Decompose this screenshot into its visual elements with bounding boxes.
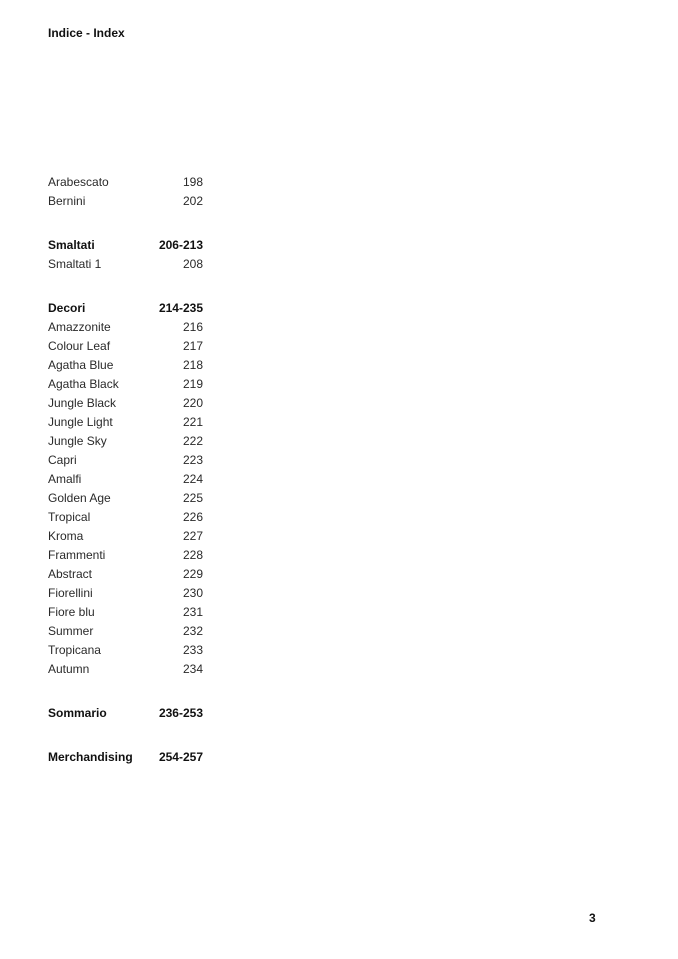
entry-page: 224 — [182, 472, 203, 486]
index-entry — [48, 565, 203, 584]
index-section — [48, 236, 203, 274]
entry-page: 217 — [182, 339, 203, 353]
index-entry — [48, 584, 203, 603]
entry-label: Frammenti — [48, 548, 106, 562]
entry-label: Arabescato — [48, 175, 109, 189]
page-title: Indice - Index — [48, 26, 125, 40]
entry-label: Smaltati 1 — [48, 257, 102, 271]
entry-page: 226 — [182, 510, 203, 524]
index-entry — [48, 375, 203, 394]
entry-page: 228 — [182, 548, 203, 562]
section-heading-label: Smaltati — [48, 238, 95, 252]
section-heading — [48, 236, 203, 255]
entry-page: 222 — [182, 434, 203, 448]
entry-page: 234 — [182, 662, 203, 676]
entry-label: Abstract — [48, 567, 93, 581]
page-number: 3 — [589, 911, 596, 925]
entry-label: Amalfi — [48, 472, 82, 486]
entry-page: 233 — [182, 643, 203, 657]
index-list — [48, 173, 203, 792]
index-entry — [48, 413, 203, 432]
entry-page: 225 — [182, 491, 203, 505]
index-section — [48, 173, 203, 211]
section-heading-label: Sommario — [48, 706, 107, 720]
entry-page: 232 — [182, 624, 203, 638]
entry-page: 221 — [182, 415, 203, 429]
index-entry — [48, 192, 203, 211]
section-heading — [48, 704, 203, 723]
entry-page: 202 — [182, 194, 203, 208]
entry-page: 227 — [182, 529, 203, 543]
entry-page: 230 — [182, 586, 203, 600]
index-entry — [48, 641, 203, 660]
entry-label: Autumn — [48, 662, 90, 676]
entry-page: 223 — [182, 453, 203, 467]
index-entry — [48, 173, 203, 192]
entry-label: Tropicana — [48, 643, 101, 657]
section-page-range: 254-257 — [158, 750, 203, 764]
index-section — [48, 704, 203, 723]
index-entry — [48, 546, 203, 565]
entry-label: Jungle Sky — [48, 434, 107, 448]
entry-label: Jungle Black — [48, 396, 117, 410]
section-heading-label: Decori — [48, 301, 86, 315]
entry-label: Jungle Light — [48, 415, 113, 429]
entry-page: 216 — [182, 320, 203, 334]
entry-label: Agatha Blue — [48, 358, 114, 372]
index-entry — [48, 527, 203, 546]
section-heading — [48, 299, 203, 318]
index-entry — [48, 451, 203, 470]
index-section — [48, 748, 203, 767]
index-entry — [48, 394, 203, 413]
entry-label: Colour Leaf — [48, 339, 111, 353]
index-entry — [48, 660, 203, 679]
section-page-range: 236-253 — [158, 706, 203, 720]
index-entry — [48, 470, 203, 489]
entry-page: 198 — [182, 175, 203, 189]
entry-label: Fiorellini — [48, 586, 93, 600]
index-section — [48, 299, 203, 679]
entry-label: Golden Age — [48, 491, 111, 505]
index-entry — [48, 255, 203, 274]
section-heading-label: Merchandising — [48, 750, 133, 764]
entry-page: 231 — [182, 605, 203, 619]
index-entry — [48, 318, 203, 337]
entry-label: Capri — [48, 453, 77, 467]
index-entry — [48, 356, 203, 375]
entry-label: Tropical — [48, 510, 91, 524]
section-page-range: 206-213 — [158, 238, 203, 252]
entry-page: 219 — [182, 377, 203, 391]
entry-page: 229 — [182, 567, 203, 581]
entry-label: Agatha Black — [48, 377, 119, 391]
entry-page: 208 — [182, 257, 203, 271]
entry-label: Amazzonite — [48, 320, 111, 334]
section-heading — [48, 748, 203, 767]
entry-label: Kroma — [48, 529, 84, 543]
entry-label: Bernini — [48, 194, 86, 208]
section-page-range: 214-235 — [158, 301, 203, 315]
index-entry — [48, 432, 203, 451]
entry-page: 218 — [182, 358, 203, 372]
index-entry — [48, 603, 203, 622]
entry-label: Fiore blu — [48, 605, 95, 619]
entry-label: Summer — [48, 624, 94, 638]
index-entry — [48, 489, 203, 508]
index-entry — [48, 622, 203, 641]
index-entry — [48, 337, 203, 356]
entry-page: 220 — [182, 396, 203, 410]
index-entry — [48, 508, 203, 527]
